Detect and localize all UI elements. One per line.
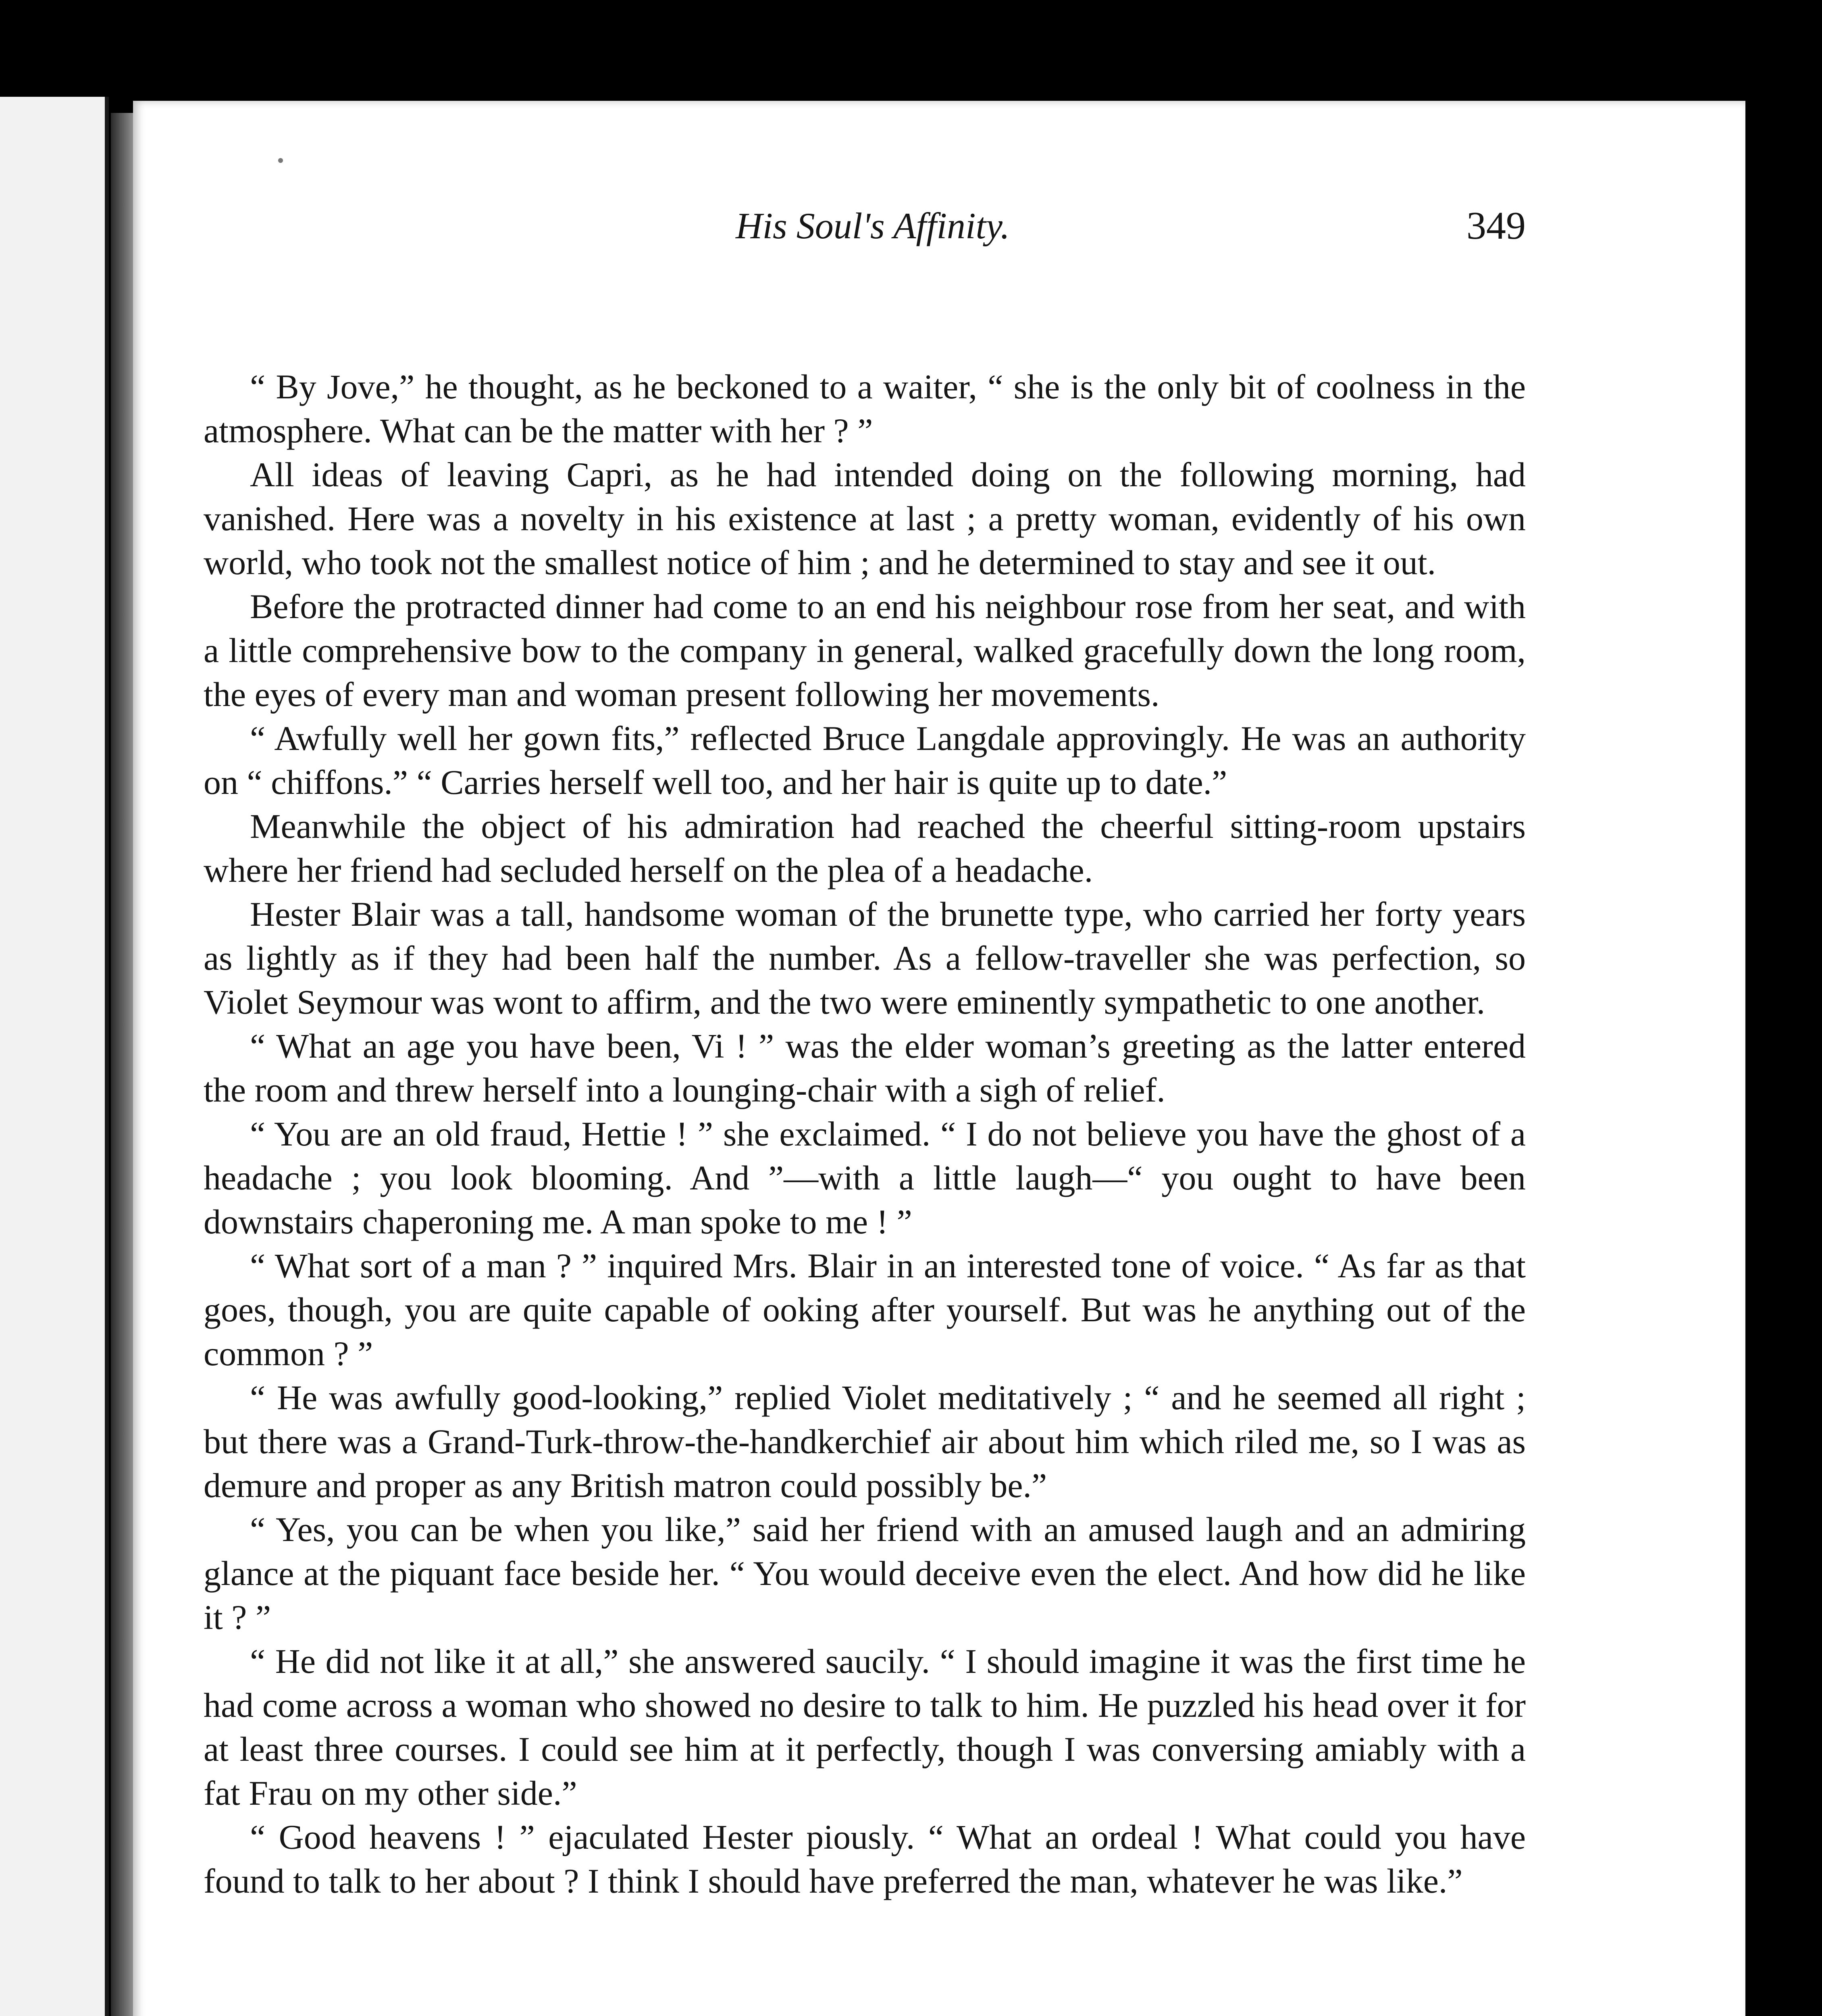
paragraph: “ Awfully well her gown fits,” reflected Bruce Langdale approvingly. He was an authority on “ chiffons.” “ Carries herself well too, and her hair is quite up to date.” xyxy=(204,719,1526,802)
paragraph: Hester Blair was a tall, handsome woman of the brunette type, who carried her forty years as lightly as if they had been half the number. As a fellow-traveller she was perfection, so Violet Seymour was wont to affirm, and the two were eminently sympathetic to one another. xyxy=(204,895,1526,1021)
paragraph: “ What an age you have been, Vi ! ” was the elder woman’s greeting as the latter entered the room and threw herself into a lounging-chair with a sigh of relief. xyxy=(204,1027,1526,1109)
page-header xyxy=(204,194,1526,274)
paragraph: “ Good heavens ! ” ejaculated Hester piously. “ What an ordeal ! What could you have found to talk to her about ? I think I should have preferred the man, whatever he was like.” xyxy=(204,1818,1526,1900)
paragraph: Before the protracted dinner had come to an end his neighbour rose from her seat, and with a little comprehensive bow to the company in general, walked gracefully down the long room, the eyes of every man and woman present following her movements. xyxy=(204,587,1526,714)
paragraph: “ By Jove,” he thought, as he beckoned to a waiter, “ she is the only bit of coolness in the atmosphere. What can be the matter with her ? ” xyxy=(204,367,1526,450)
page-number: 349 xyxy=(1466,204,1526,248)
paper-speck xyxy=(278,158,283,163)
paragraph: “ What sort of a man ? ” inquired Mrs. Blair in an interested tone of voice. “ As far as that goes, though, you are quite capable of ooking after yourself. But was he anything out of the common ? ” xyxy=(204,1246,1526,1373)
body-text xyxy=(204,365,1526,2016)
running-title: His Soul's Affinity. xyxy=(736,205,1010,246)
paragraph: “ You are an old fraud, Hettie ! ” she exclaimed. “ I do not believe you have the ghost of a headache ; you look blooming. And ”—with a little laugh—“ you ought to have been downstairs chaperoning me. A man spoke to me ! ” xyxy=(204,1114,1526,1241)
facing-page-edge xyxy=(0,97,109,2016)
paragraph: “ He did not like it at all,” she answered saucily. “ I should imagine it was the first time he had come across a woman who showed no desire to talk to him. He puzzled his head over it for at least three courses. I could see him at it perfectly, though I was conversing amiably with a fat Frau on my other side.” xyxy=(204,1642,1526,1812)
paragraph: Meanwhile the object of his admiration had reached the cheerful sitting-room upstairs where her friend had secluded herself on the plea of a headache. xyxy=(204,807,1526,889)
paragraph: “ He was awfully good-looking,” replied Violet meditatively ; “ and he seemed all right ; but there was a Grand-Turk-throw-the-handkerchief air about him which riled me, so I was as demure and proper as any British matron could possibly be.” xyxy=(204,1378,1526,1505)
book-spine-shadow xyxy=(111,113,135,2016)
paragraph: All ideas of leaving Capri, as he had intended doing on the following morning, had vanished. Here was a novelty in his existence at last ; a pretty woman, evidently of his own world, who took not the smallest notice of him ; and he determined to stay and see it out. xyxy=(204,455,1526,582)
paragraph: “ Yes, you can be when you like,” said her friend with an amused laugh and an admiring glance at the piquant face beside her. “ You would deceive even the elect. And how did he like it ? ” xyxy=(204,1510,1526,1637)
